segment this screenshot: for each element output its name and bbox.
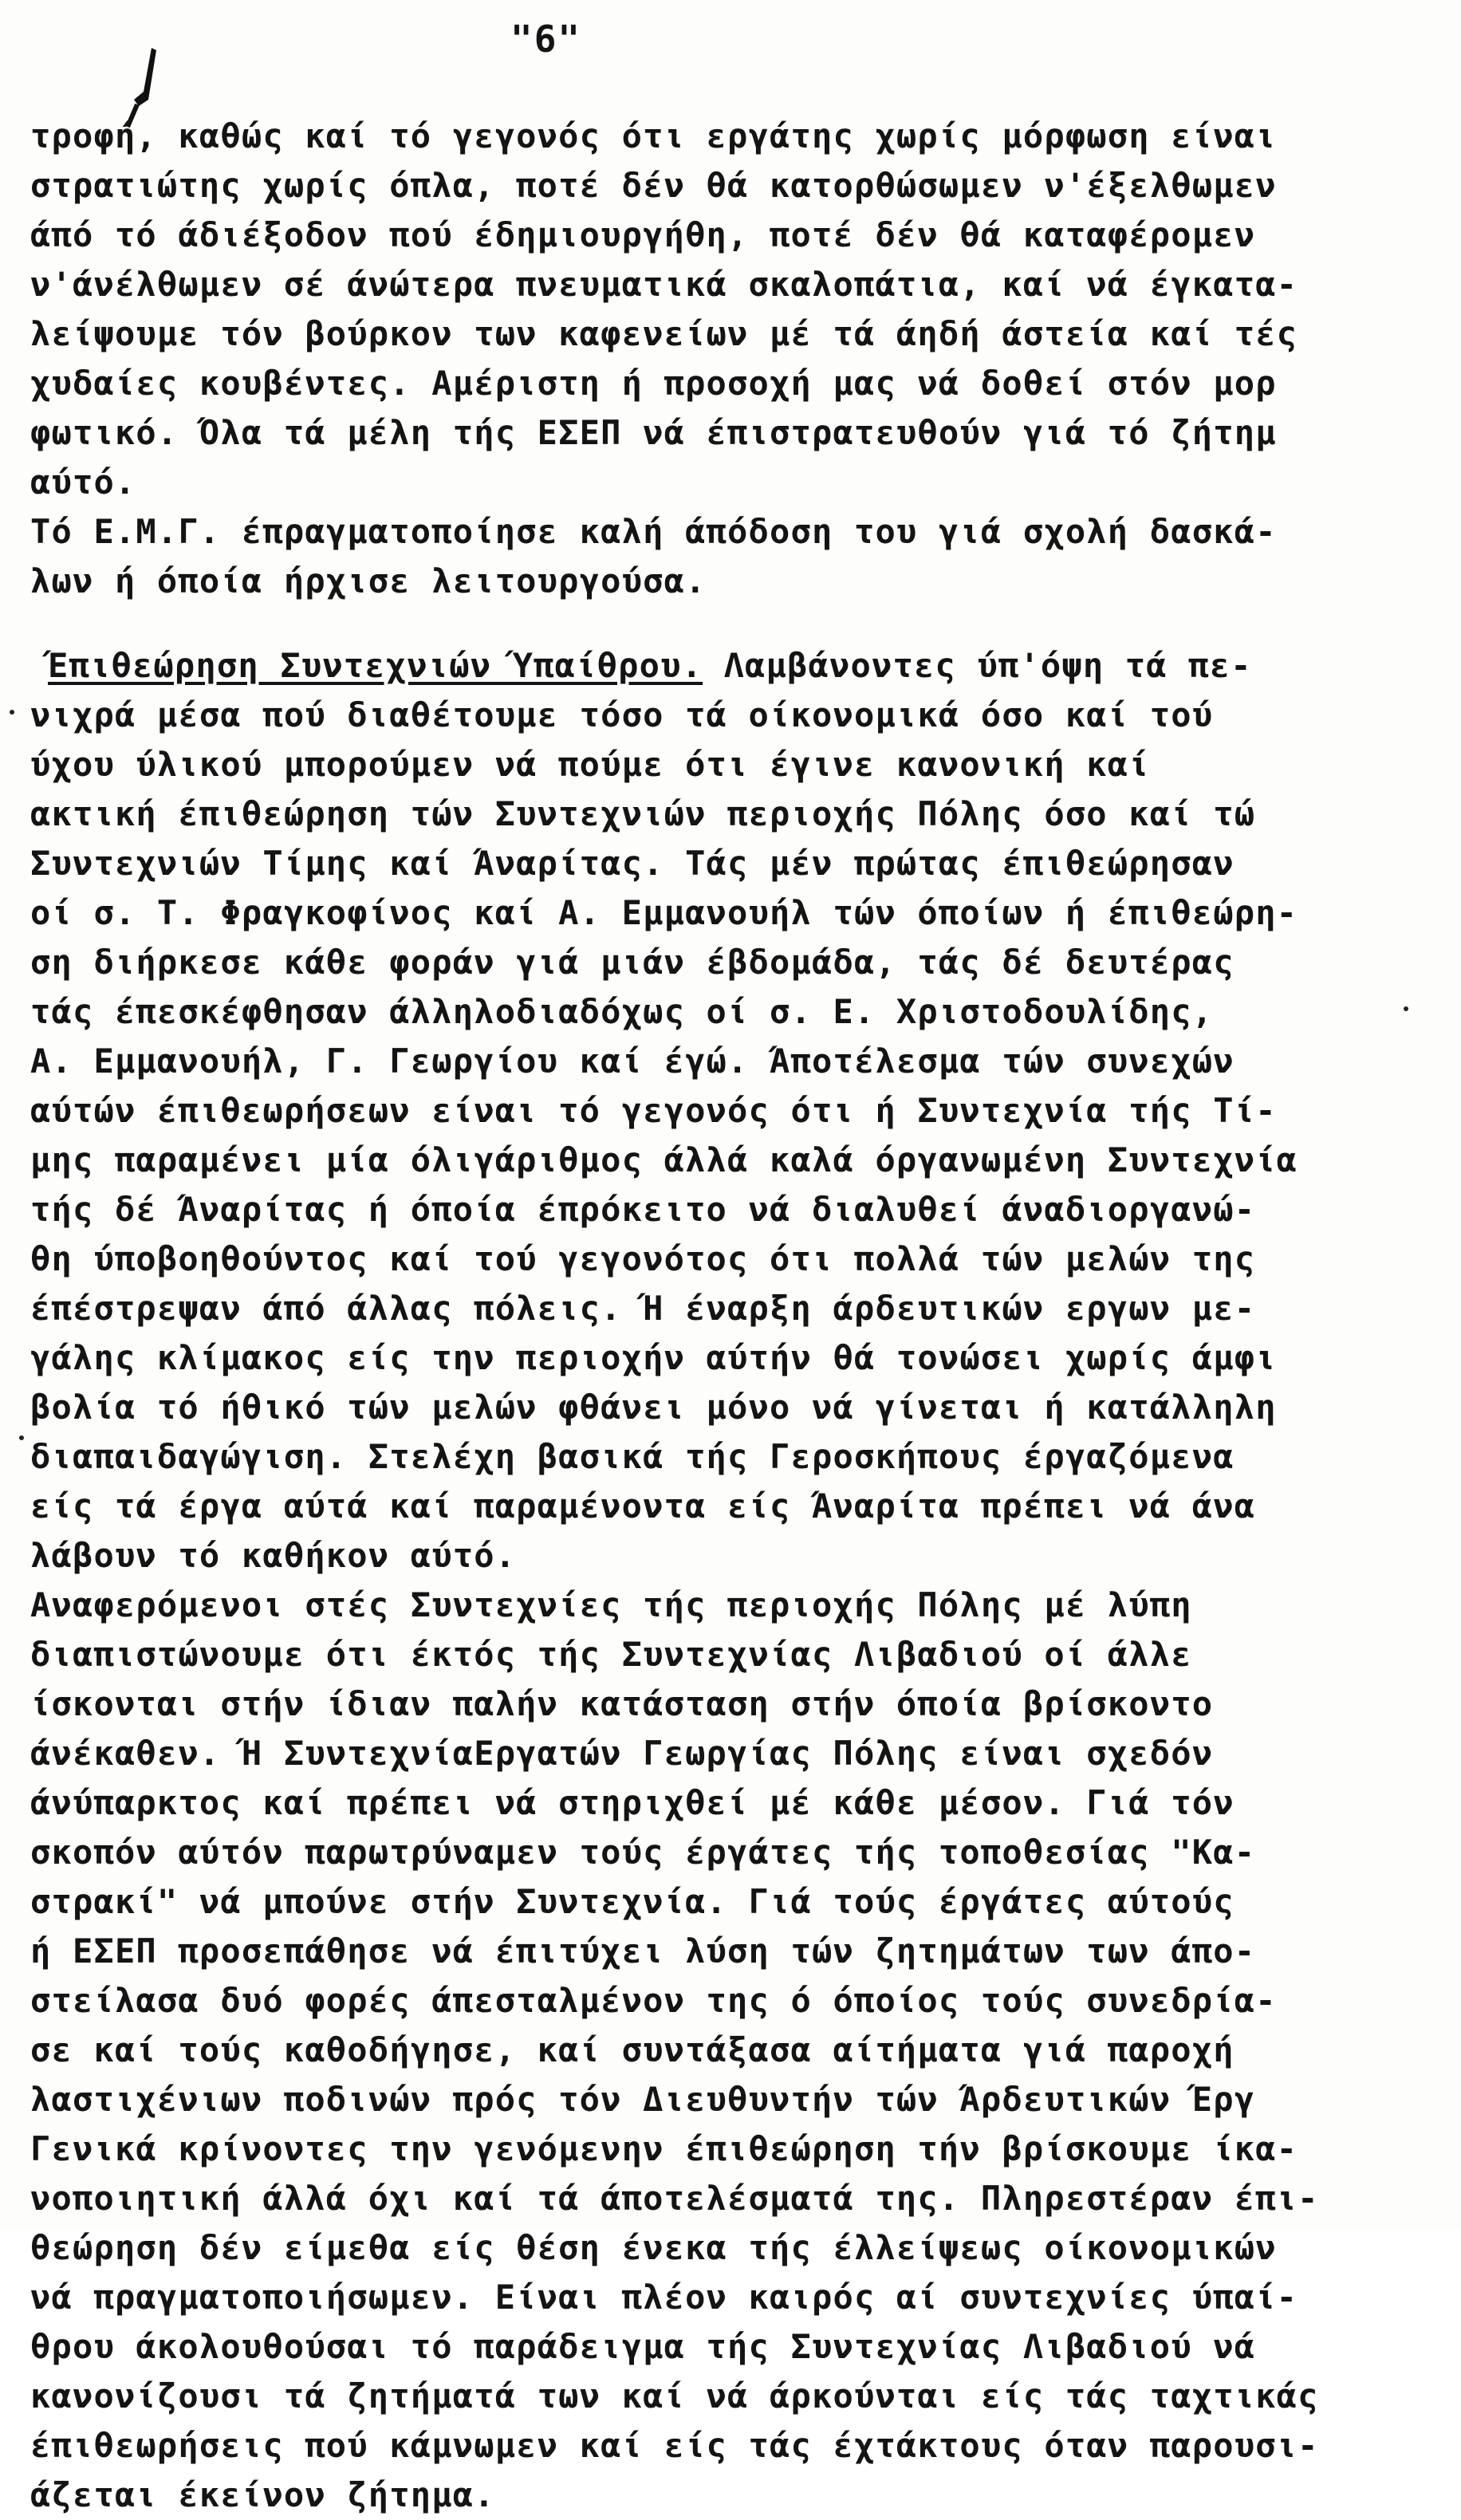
text-line: διαπαιδαγώγιση. Στελέχη βασικά τής Γεροσκήπους έργαζόμενα (30, 1437, 1235, 1476)
text-line: θρου άκολουθούσαι τό παράδειγμα τής Συντεχνίας Λιβαδιού νά (30, 2327, 1256, 2366)
ink-speck (19, 1435, 24, 1440)
text-line: θη ύποβοηθούντος καί τού γεγονότος ότι πολλά τών μελών της (30, 1239, 1256, 1278)
text-line: λάβουν τό καθήκον αύτό. (30, 1536, 517, 1575)
text-line: ύχου ύλικού μπορούμεν νά πούμε ότι έγινε κανονική καί (30, 745, 1150, 784)
text-line: λείψουμε τόν βούρκον των καφενείων μέ τά άηδή άστεία καί τές (30, 314, 1298, 353)
text-line: λων ή όποία ήρχισε λειτουργούσα. (30, 561, 707, 600)
ink-speck (1404, 1006, 1408, 1011)
section-inspection (30, 641, 1442, 2520)
text-line: Αναφερόμενοι στές Συντεχνίες τής περιοχής Πόλης μέ λύπη (30, 1585, 1192, 1624)
text-line: Τό Ε.Μ.Γ. έπραγματοποίησε καλή άπόδοση του γιά σχολή δασκά- (30, 512, 1277, 551)
text-line: βολία τό ήθικό τών μελών φθάνει μόνο νά γίνεται ή κατάλληλη (30, 1388, 1277, 1427)
text-line: έπέστρεψαν άπό άλλας πόλεις. Ή έναρξη άρδευτικών εργων με- (30, 1289, 1256, 1328)
text-line: στείλασα δυό φορές άπεσταλμένον της ό όποίος τούς συνεδρία- (30, 1981, 1277, 2020)
text-line: Α. Εμμανουήλ, Γ. Γεωργίου καί έγώ. Άποτέλεσμα τών συνεχών (30, 1041, 1235, 1081)
text-line: νοποιητική άλλά όχι καί τά άποτελέσματά της. Πληρεστέραν έπι- (30, 2179, 1319, 2218)
text-line: στρατιώτης χωρίς όπλα, ποτέ δέν θά κατορθώσωμεν ν'έξελθωμεν (30, 166, 1277, 205)
text-line: ση διήρκεσε κάθε φοράν γιά μιάν έβδομάδα, τάς δέ δευτέρας (30, 943, 1235, 982)
text-line: γάλης κλίμακος είς την περιοχήν αύτήν θά τονώσει χωρίς άμφι (30, 1338, 1277, 1377)
text-line: λαστιχένιων ποδινών πρός τόν Διευθυντήν τών Άρδευτικών Έργ (30, 2080, 1256, 2119)
text-line: Συντεχνιών Τίμης καί Άναρίτας. Τάς μέν πρώτας έπιθεώρησαν (30, 844, 1235, 883)
text-line: νά πραγματοποιήσωμεν. Είναι πλέον καιρός αί συντεχνίες ύπαί- (30, 2278, 1298, 2317)
text-line: αύτών έπιθεωρήσεων είναι τό γεγονός ότι ή Συντεχνία τής Τί- (30, 1091, 1277, 1130)
text-line: ίσκονται στήν ίδιαν παλήν κατάσταση στήν όποία βρίσκοντο (30, 1684, 1214, 1723)
text-line: σκοπόν αύτόν παρωτρύναμεν τούς έργάτες τής τοποθεσίας "Κα- (30, 1833, 1256, 1872)
text-line: αύτό. (30, 463, 136, 502)
text-line: μης παραμένει μία όλιγάριθμος άλλά καλά όργανωμένη Συντεχνία (30, 1140, 1298, 1179)
section-heading: Έπιθεώρηση Συντεχνιών Ύπαίθρου. (48, 646, 703, 685)
ink-speck (10, 710, 14, 715)
text-line: στρακί" νά μπούνε στήν Συντεχνία. Γιά τούς έργάτες αύτούς (30, 1882, 1235, 1921)
text-line: ακτική έπιθεώρηση τών Συντεχνιών περιοχής Πόλης όσο καί τώ (30, 794, 1256, 833)
text-line: άζεται έκείνον ζήτημα. (30, 2475, 495, 2514)
text-line: τής δέ Άναρίτας ή όποία έπρόκειτο νά διαλυθεί άναδιοργανώ- (30, 1190, 1256, 1229)
text-line: οί σ. Τ. Φραγκοφίνος καί Α. Εμμανουήλ τών όποίων ή έπιθεώρη- (30, 893, 1298, 932)
text-line: Γενικά κρίνοντες την γενόμενην έπιθεώρηση τήν βρίσκουμε ίκα- (30, 2129, 1298, 2168)
section-first-line (30, 641, 1442, 691)
text-line: έπιθεωρήσεις πού κάμνωμεν καί είς τάς έχτάκτους όταν παρουσι- (30, 2426, 1319, 2465)
text-line: κανονίζουσι τά ζητήματά των καί νά άρκούνται είς τάς ταχτικάς (30, 2376, 1319, 2416)
text-line: τροφή, καθώς καί τό γεγονός ότι εργάτης χωρίς μόρφωση είναι (30, 116, 1277, 156)
text-line: νιχρά μέσα πού διαθέτουμε τόσο τά οίκονομικά όσο καί τού (30, 695, 1214, 734)
text-line: φωτικό. Όλα τά μέλη τής ΕΣΕΠ νά έπιστρατευθούν γιά τό ζήτημ (30, 413, 1277, 452)
section-first-line-rest: Λαμβάνοντες ύπ'όψη τά πε- (703, 646, 1252, 685)
paragraph-education (30, 112, 1442, 606)
document-body (30, 112, 1442, 2520)
text-line: άπό τό άδιέξοδον πού έδημιουργήθη, ποτέ δέν θά καταφέρομεν (30, 215, 1256, 254)
text-line: άνέκαθεν. Ή ΣυντεχνίαΕργατών Γεωργίας Πόλης είναι σχεδόν (30, 1734, 1214, 1773)
text-line: θεώρηση δέν είμεθα είς θέση ένεκα τής έλλείψεως οίκονομικών (30, 2228, 1277, 2267)
page-number: "6" (510, 18, 582, 61)
text-line: σε καί τούς καθοδήγησε, καί συντάξασα αίτήματα γιά παροχή (30, 2030, 1235, 2069)
text-line: άνύπαρκτος καί πρέπει νά στηριχθεί μέ κάθε μέσον. Γιά τόν (30, 1783, 1235, 1822)
paragraph-gap (30, 606, 1442, 641)
text-line: διαπιστώνουμε ότι έκτός τής Συντεχνίας Λιβαδιού οί άλλε (30, 1635, 1192, 1674)
text-line: τάς έπεσκέφθησαν άλληλοδιαδόχως οί σ. Ε. Χριστοδουλίδης, (30, 992, 1214, 1031)
text-line: χυδαίες κουβέντες. Αμέριστη ή προσοχή μας νά δοθεί στόν μορ (30, 364, 1277, 403)
text-line: είς τά έργα αύτά καί παραμένοντα είς Άναρίτα πρέπει νά άνα (30, 1486, 1256, 1526)
text-line: ή ΕΣΕΠ προσεπάθησε νά έπιτύχει λύση τών ζητημάτων των άπο- (30, 1931, 1256, 1971)
text-line: ν'άνέλθωμεν σέ άνώτερα πνευματικά σκαλοπάτια, καί νά έγκατα- (30, 265, 1298, 304)
